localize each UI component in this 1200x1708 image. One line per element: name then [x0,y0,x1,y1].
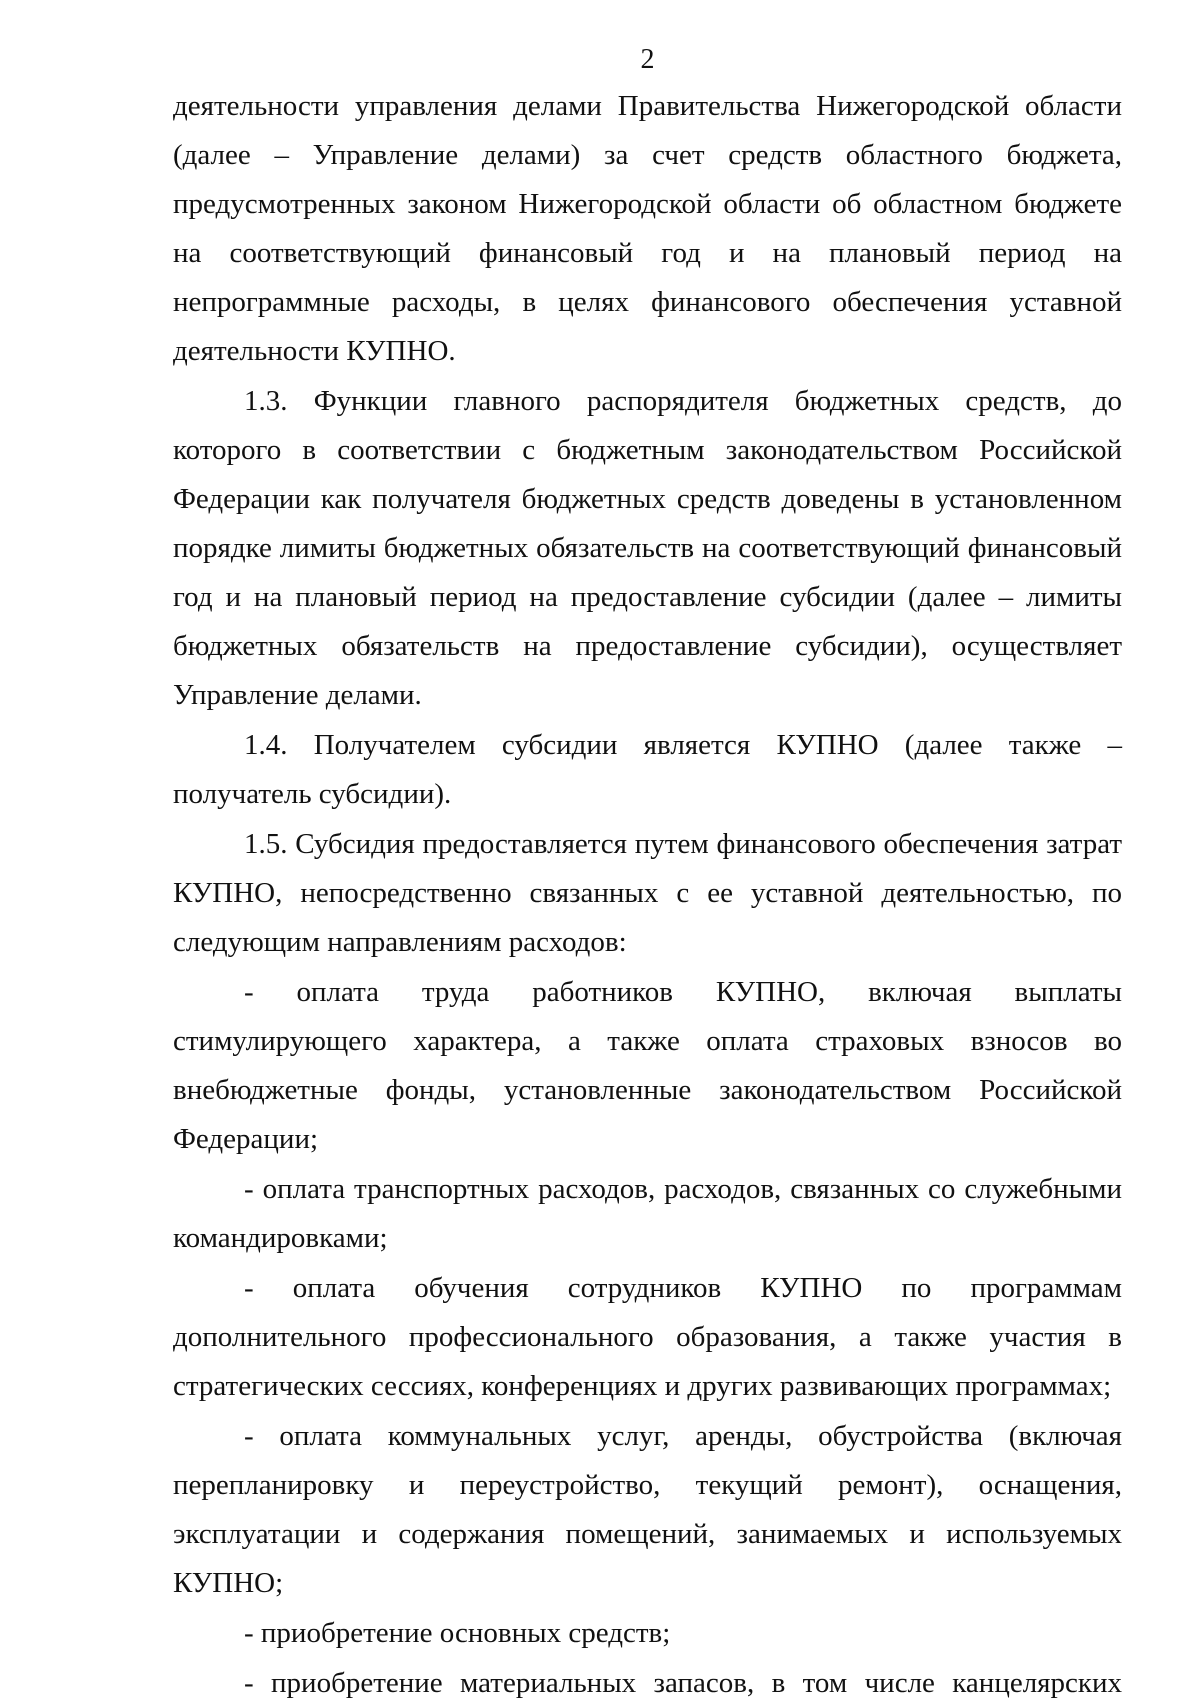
list-item-utilities: - оплата коммунальных услуг, аренды, обустройства (включая перепланировку и переустройство, текущий ремонт), оснащения, эксплуатации и содержания помещений, занимаемых и используемых КУПНО; [173,1420,1122,1599]
list-item-transport: - оплата транспортных расходов, расходов, связанных со служебными командировками; [173,1173,1122,1254]
list-item-materials: - приобретение материальных запасов, в том числе канцелярских [244,1667,1122,1699]
paragraph-1-3: 1.3. Функции главного распорядителя бюджетных средств, до которого в соответствии с бюджетным законодательством Российской Федерации как получателя бюджетных средств доведены в установленном порядке лимиты бюджетных обязательств на соответствующий финансовый год и на плановый период на предоставление субсидии (далее – лимиты бюджетных обязательств на предоставление субсидии), осуществляет Управление делами. [173,385,1122,711]
list-item-training: - оплата обучения сотрудников КУПНО по программам дополнительного профессионального образования, а также участия в стратегических сессиях, конференциях и других развивающих программах; [173,1272,1122,1402]
list-item-salary: - оплата труда работников КУПНО, включая выплаты стимулирующего характера, а также оплата страховых взносов во внебюджетные фонды, установленные законодательством Российской Федерации; [173,976,1122,1155]
document-body [173,82,1122,1708]
page-number: 2 [640,44,655,75]
paragraph-1-4: 1.4. Получателем субсидии является КУПНО (далее также – получатель субсидии). [173,729,1122,810]
list-item-fixed-assets: - приобретение основных средств; [244,1617,671,1649]
paragraph-1-5: 1.5. Субсидия предоставляется путем финансового обеспечения затрат КУПНО, непосредственно связанных с ее уставной деятельностью, по следующим направлениям расходов: [173,828,1122,958]
paragraph-continuation: деятельности управления делами Правительства Нижегородской области (далее – Управление делами) за счет средств областного бюджета, предусмотренных законом Нижегородской области об областном бюджете на соответствующий финансовый год и на плановый период на непрограммные расходы, в целях финансового обеспечения уставной деятельности КУПНО. [173,90,1122,367]
